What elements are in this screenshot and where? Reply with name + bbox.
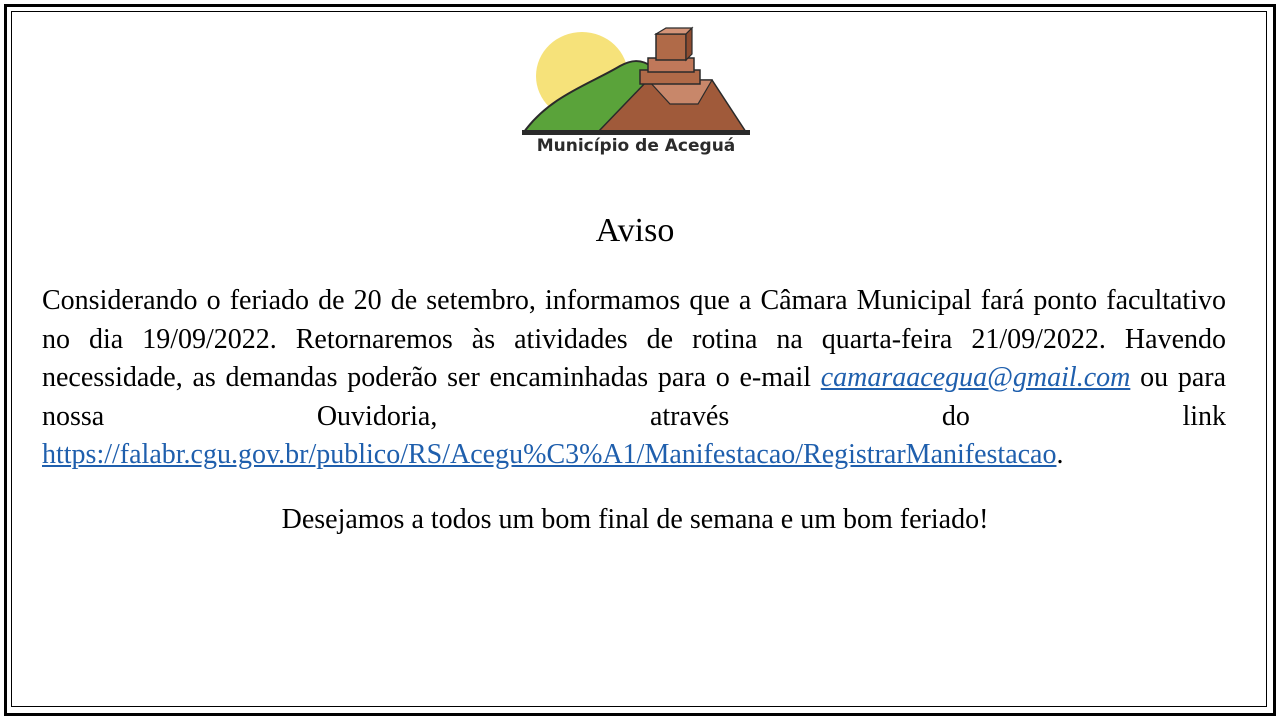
- logo-emblem-icon: [520, 26, 752, 138]
- notice-title: Aviso: [595, 212, 675, 249]
- paragraph-text-middle: ou para nossa Ouvidoria, através do link: [42, 362, 1226, 432]
- notice-paragraph: [42, 282, 1226, 475]
- closing-message: Desejamos a todos um bom final de semana e um bom feriado!: [281, 504, 989, 535]
- paragraph-text-end: .: [1056, 439, 1064, 470]
- paragraph-text-start: Considerando o feriado de 20 de setembro, informamos que a Câmara Municipal fará ponto facultativo no dia 19/09/2022. Retornaremos às atividades de rotina na quarta-feira 21/09/2022. Havendo necessidade, as demandas poderão ser encaminhadas para o e-mail: [42, 285, 1226, 393]
- logo-caption: Município de Aceguá: [536, 136, 736, 156]
- municipality-logo: [520, 26, 752, 164]
- ouvidoria-link[interactable]: https://falabr.cgu.gov.br/publico/RS/Acegu%C3%A1/Manifestacao/RegistrarManifestacao: [42, 439, 1057, 470]
- email-link[interactable]: camaraacegua@gmail.com: [820, 362, 1131, 393]
